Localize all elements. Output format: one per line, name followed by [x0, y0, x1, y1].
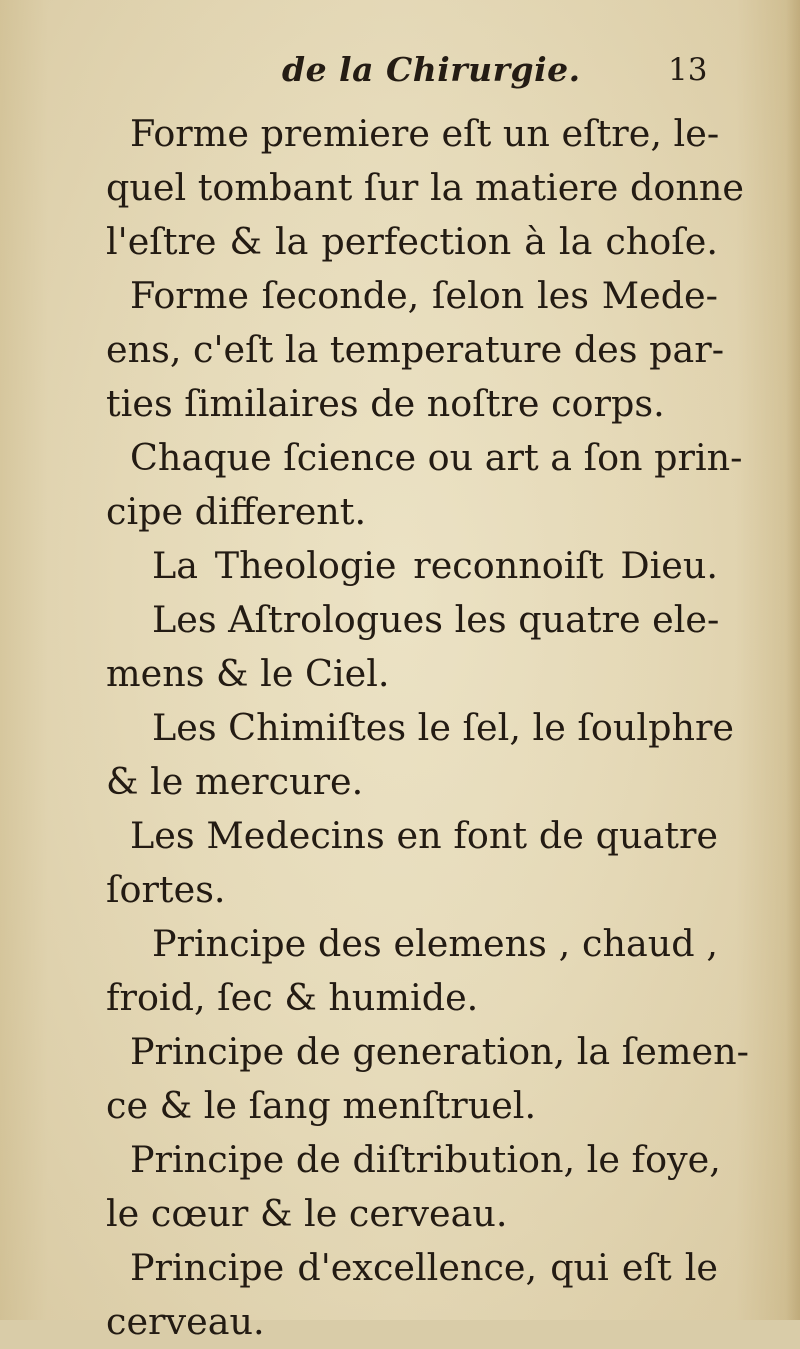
text-line: Chaque ſcience ou art a ſon prin-	[130, 436, 743, 479]
text-line: Principe d'excellence, qui eſt le	[130, 1246, 718, 1289]
text-line: quel tombant ſur la matiere donne	[106, 166, 744, 209]
text-line: ce & le ſang menſtruel.	[106, 1084, 537, 1127]
text-line: Les Medecins en font de quatre	[130, 814, 718, 857]
text-line: Forme ſeconde, ſelon les Mede-	[130, 274, 718, 317]
text-line: cerveau.	[106, 1300, 265, 1343]
running-title: de la Chirurgie.	[282, 50, 581, 89]
page-header	[0, 50, 800, 102]
text-line: Principe de diſtribution, le foye,	[130, 1138, 721, 1181]
text-line: Les Chimiſtes le ſel, le ſoulphre	[152, 706, 735, 749]
text-line: le cœur & le cerveau.	[106, 1192, 508, 1235]
text-line: mens & le Ciel.	[106, 652, 390, 695]
text-line: ties ſimilaires de noſtre corps.	[106, 382, 665, 425]
text-line: Les Aſtrologues les quatre ele-	[152, 598, 720, 641]
page-number: 13	[668, 52, 708, 88]
text-line: l'eſtre & la perfection à la choſe.	[106, 220, 718, 263]
text-line: Principe des elemens , chaud ,	[152, 922, 718, 965]
text-line: La Theologie reconnoiſt Dieu.	[152, 544, 718, 587]
text-line: froid, ſec & humide.	[106, 976, 479, 1019]
page-edge-shadow	[786, 0, 800, 1320]
text-line: Forme premiere eſt un eſtre, le-	[130, 112, 720, 155]
text-line: Principe de generation, la ſemen-	[130, 1030, 749, 1073]
body-text	[106, 107, 749, 1349]
text-line: & le mercure.	[106, 760, 364, 803]
text-line: ſortes.	[106, 868, 226, 911]
text-line: ens, c'eſt la temperature des par-	[106, 328, 725, 371]
text-line: cipe different.	[106, 490, 367, 533]
